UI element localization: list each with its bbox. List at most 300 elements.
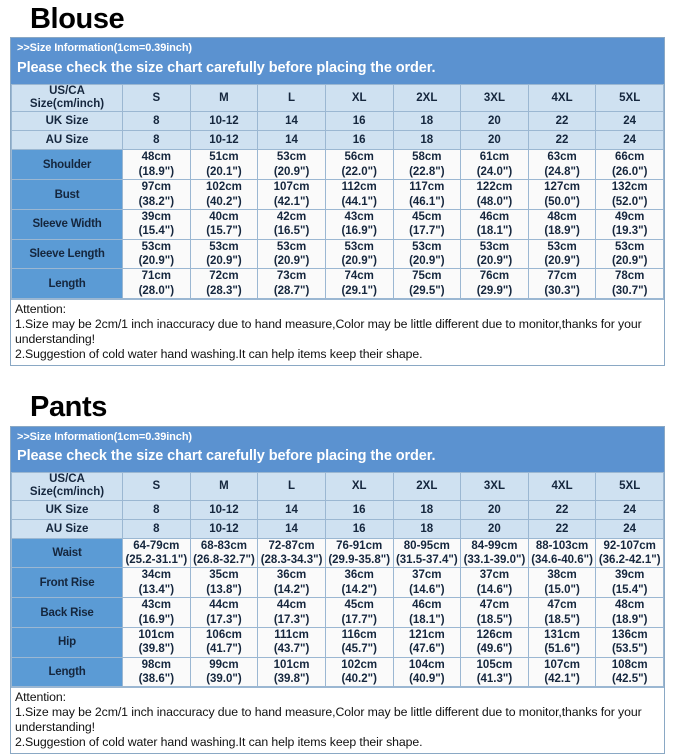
value-cm: 75cm [412,270,442,283]
cell-uk-xl: 16 [325,500,393,519]
value-cm: 68-83cm [200,539,247,552]
row-label-sleeve-length: Sleeve Length [12,239,123,269]
value-inch: (14.6") [476,583,513,596]
cell-waist-m [190,538,258,568]
value-cm: 126cm [476,628,513,641]
value-cm: 42cm [276,210,307,223]
cell-length-s [123,269,191,299]
value-cm: 34cm [141,569,172,582]
cell-sleeve-width-m [190,209,258,239]
value-inch: (16.9") [341,225,377,238]
cell-length-3xl [461,269,529,299]
value-cm: 112cm [341,181,377,194]
cell-length-xl [325,657,393,687]
cell-au-2xl: 18 [393,519,461,538]
row-label-length: Length [12,269,123,299]
cell-uk-s: 8 [123,500,191,519]
attention-note-2: 2.Suggestion of cold water hand washing.It can help items keep their shape. [15,735,423,750]
value-inch: (42.1") [273,195,310,208]
cell-length-xl [325,269,393,299]
table-row [12,657,664,687]
value-cm: 64-79cm [133,539,180,552]
cell-length-m [190,269,258,299]
value-cm: 39cm [141,210,172,223]
cell-sleeve-width-l [258,209,326,239]
section-pants [0,388,675,754]
value-inch: (44.1") [341,195,377,208]
value-inch: (48.0") [476,195,513,208]
header-corner-line1: US/CA [49,473,85,486]
value-inch: (45.7") [341,643,377,656]
value-inch: (20.9") [341,255,377,268]
cell-sleeve-length-xl [325,239,393,269]
value-cm: 51cm [209,151,239,164]
banner-size-information: >>Size Information(1cm=0.39inch) [17,430,192,443]
cell-waist-l [258,538,326,568]
value-cm: 44cm [209,599,239,612]
cell-uk-3xl: 20 [461,500,529,519]
cell-hip-s [123,627,191,657]
attention-block-blouse [11,299,664,365]
cell-uk-l: 14 [258,112,326,131]
value-cm: 105cm [476,658,513,671]
table-row [12,598,664,628]
cell-au-4xl: 22 [528,131,596,150]
header-corner-cell [12,85,123,112]
cell-waist-5xl [596,538,664,568]
value-inch: (14.2") [341,583,377,596]
cell-back-rise-2xl [393,598,461,628]
value-inch: (26.8-32.7") [193,554,255,567]
value-cm: 39cm [614,569,645,582]
value-inch: (41.3") [476,673,513,686]
value-inch: (15.4") [611,583,648,596]
cell-sleeve-width-s [123,209,191,239]
value-cm: 136cm [611,628,648,641]
value-cm: 99cm [209,658,239,671]
cell-au-5xl: 24 [596,519,664,538]
cell-uk-s: 8 [123,112,191,131]
cell-front-rise-3xl [461,568,529,598]
value-inch: (19.3") [611,225,648,238]
table-row-uk-size [12,500,664,519]
row-label-uk-size: UK Size [12,500,123,519]
value-cm: 47cm [479,599,510,612]
value-cm: 101cm [138,628,175,641]
header-size-l: L [258,85,326,112]
cell-shoulder-l [258,150,326,180]
row-label-length: Length [12,657,123,687]
value-cm: 92-107cm [603,539,656,552]
table-row-uk-size [12,112,664,131]
value-cm: 84-99cm [471,539,518,552]
value-inch: (24.8") [544,165,580,178]
cell-bust-m [190,180,258,210]
value-inch: (20.1") [206,165,242,178]
table-row [12,239,664,269]
value-cm: 43cm [141,599,172,612]
table-row [12,568,664,598]
cell-front-rise-2xl [393,568,461,598]
cell-uk-m: 10-12 [190,500,258,519]
cell-au-m: 10-12 [190,519,258,538]
banner-check-chart-notice: Please check the size chart carefully before placing the order. [17,60,436,77]
banner-pants [11,427,664,473]
cell-waist-4xl [528,538,596,568]
value-cm: 48cm [614,599,645,612]
value-inch: (50.0") [544,195,580,208]
cell-front-rise-4xl [528,568,596,598]
header-size-4xl: 4XL [528,85,596,112]
value-cm: 72cm [209,270,239,283]
value-cm: 53cm [412,240,442,253]
value-cm: 131cm [544,628,580,641]
cell-shoulder-s [123,150,191,180]
value-inch: (36.2-42.1") [598,554,661,567]
cell-front-rise-m [190,568,258,598]
value-cm: 53cm [614,240,645,253]
attention-note-1: 1.Size may be 2cm/1 inch inaccuracy due to hand measure,Color may be little different due to monitor,thanks for your understanding! [15,705,642,735]
cell-length-4xl [528,269,596,299]
value-cm: 53cm [547,240,577,253]
cell-sleeve-length-3xl [461,239,529,269]
cell-length-m [190,657,258,687]
value-cm: 107cm [273,181,310,194]
row-label-au-size: AU Size [12,519,123,538]
cell-hip-5xl [596,627,664,657]
cell-back-rise-l [258,598,326,628]
cell-sleeve-length-s [123,239,191,269]
value-inch: (29.9-35.8") [328,554,391,567]
table-row [12,150,664,180]
header-corner-line2: Size(cm/inch) [29,98,105,111]
blouse-size-table [11,84,664,299]
value-inch: (15.7") [206,225,242,238]
value-inch: (20.9") [273,255,310,268]
attention-heading: Attention: [15,302,66,317]
value-cm: 117cm [409,181,445,194]
cell-waist-xl [325,538,393,568]
value-inch: (20.9") [611,255,648,268]
cell-au-xl: 16 [325,519,393,538]
value-cm: 98cm [141,658,172,671]
value-cm: 56cm [344,151,374,164]
cell-au-4xl: 22 [528,519,596,538]
value-cm: 37cm [479,569,510,582]
attention-note-1: 1.Size may be 2cm/1 inch inaccuracy due to hand measure,Color may be little different due to monitor,thanks for your understanding! [15,317,642,347]
value-inch: (28.7") [273,284,310,297]
value-cm: 66cm [614,151,645,164]
cell-uk-xl: 16 [325,112,393,131]
value-inch: (47.6") [409,643,445,656]
value-inch: (15.4") [138,225,175,238]
value-cm: 116cm [341,628,377,641]
value-inch: (15.0") [544,583,580,596]
value-inch: (18.5") [476,613,513,626]
row-label-bust: Bust [12,180,123,210]
header-size-5xl: 5XL [596,85,664,112]
cell-sleeve-length-m [190,239,258,269]
value-inch: (13.8") [206,583,242,596]
header-size-2xl: 2XL [393,85,461,112]
attention-heading: Attention: [15,690,66,705]
value-cm: 40cm [209,210,239,223]
value-cm: 80-95cm [403,539,450,552]
cell-back-rise-4xl [528,598,596,628]
cell-bust-5xl [596,180,664,210]
value-inch: (13.4") [138,583,175,596]
row-label-au-size: AU Size [12,131,123,150]
cell-length-s [123,657,191,687]
cell-front-rise-s [123,568,191,598]
value-inch: (18.9") [611,613,648,626]
cell-au-s: 8 [123,131,191,150]
cell-sleeve-width-4xl [528,209,596,239]
row-label-back-rise: Back Rise [12,598,123,628]
cell-length-5xl [596,269,664,299]
value-cm: 53cm [141,240,172,253]
table-row [12,269,664,299]
value-inch: (46.1") [409,195,445,208]
value-cm: 121cm [408,628,445,641]
value-inch: (20.9") [476,255,513,268]
cell-au-l: 14 [258,131,326,150]
cell-uk-5xl: 24 [596,500,664,519]
value-inch: (18.1") [476,225,513,238]
cell-length-4xl [528,657,596,687]
value-inch: (20.9") [273,165,310,178]
value-inch: (17.7") [341,613,377,626]
value-cm: 37cm [412,569,442,582]
value-inch: (43.7") [273,643,310,656]
header-size-m: M [190,473,258,500]
value-inch: (14.2") [273,583,310,596]
value-inch: (29.5") [409,284,445,297]
cell-sleeve-width-3xl [461,209,529,239]
value-cm: 53cm [209,240,239,253]
cell-back-rise-m [190,598,258,628]
table-row [12,180,664,210]
value-cm: 53cm [344,240,374,253]
cell-bust-xl [325,180,393,210]
banner-check-chart-notice: Please check the size chart carefully before placing the order. [17,448,436,465]
section-title-blouse: Blouse [30,3,125,35]
value-inch: (42.1") [544,673,580,686]
header-size-s: S [123,85,191,112]
header-corner-cell [12,473,123,500]
cell-shoulder-3xl [461,150,529,180]
cell-bust-3xl [461,180,529,210]
cell-hip-m [190,627,258,657]
value-cm: 127cm [544,181,580,194]
value-cm: 97cm [141,181,172,194]
value-cm: 36cm [344,569,374,582]
value-cm: 132cm [611,181,648,194]
value-inch: (40.2") [206,195,242,208]
value-cm: 101cm [273,658,310,671]
cell-uk-5xl: 24 [596,112,664,131]
cell-uk-l: 14 [258,500,326,519]
header-size-4xl: 4XL [528,473,596,500]
value-inch: (40.9") [409,673,445,686]
value-cm: 46cm [479,210,510,223]
section-spacer [0,366,675,388]
value-inch: (39.0") [206,673,242,686]
value-inch: (26.0") [611,165,648,178]
value-inch: (20.9") [138,255,175,268]
value-inch: (38.2") [138,195,175,208]
cell-waist-3xl [461,538,529,568]
value-inch: (51.6") [544,643,580,656]
value-cm: 44cm [276,599,307,612]
value-cm: 74cm [344,270,374,283]
cell-au-3xl: 20 [461,519,529,538]
cell-sleeve-length-l [258,239,326,269]
cell-sleeve-width-2xl [393,209,461,239]
value-inch: (31.5-37.4") [395,554,458,567]
value-inch: (16.9") [138,613,175,626]
cell-length-l [258,269,326,299]
value-inch: (28.3-34.3") [260,554,323,567]
value-cm: 111cm [274,628,309,641]
value-cm: 38cm [547,569,577,582]
cell-back-rise-5xl [596,598,664,628]
value-inch: (34.6-40.6") [531,554,593,567]
header-size-3xl: 3XL [461,473,529,500]
value-inch: (14.6") [409,583,445,596]
cell-sleeve-length-2xl [393,239,461,269]
value-cm: 72-87cm [268,539,315,552]
cell-uk-2xl: 18 [393,112,461,131]
table-row-au-size [12,519,664,538]
cell-uk-4xl: 22 [528,500,596,519]
header-size-xl: XL [325,473,393,500]
cell-front-rise-5xl [596,568,664,598]
value-cm: 71cm [141,270,172,283]
cell-back-rise-3xl [461,598,529,628]
cell-shoulder-5xl [596,150,664,180]
cell-uk-2xl: 18 [393,500,461,519]
row-label-shoulder: Shoulder [12,150,123,180]
value-cm: 73cm [276,270,307,283]
value-cm: 49cm [614,210,645,223]
value-cm: 76cm [479,270,510,283]
value-inch: (18.1") [409,613,445,626]
cell-hip-3xl [461,627,529,657]
table-row [12,209,664,239]
value-inch: (39.8") [138,643,175,656]
banner-size-information: >>Size Information(1cm=0.39inch) [17,42,192,55]
table-row [12,627,664,657]
attention-block-pants [11,687,664,753]
value-inch: (17.7") [409,225,445,238]
header-size-5xl: 5XL [596,473,664,500]
cell-sleeve-length-4xl [528,239,596,269]
attention-note-2: 2.Suggestion of cold water hand washing.It can help items keep their shape. [15,347,423,362]
cell-waist-s [123,538,191,568]
value-cm: 46cm [412,599,442,612]
cell-hip-2xl [393,627,461,657]
value-cm: 76-91cm [336,539,383,552]
cell-length-3xl [461,657,529,687]
value-cm: 63cm [547,151,577,164]
value-cm: 48cm [141,151,172,164]
table-row-au-size [12,131,664,150]
header-size-s: S [123,473,191,500]
section-blouse [0,0,675,366]
value-inch: (17.3") [206,613,242,626]
value-inch: (53.5") [611,643,648,656]
value-cm: 108cm [611,658,648,671]
value-cm: 45cm [344,599,374,612]
cell-sleeve-length-5xl [596,239,664,269]
cell-hip-4xl [528,627,596,657]
cell-au-5xl: 24 [596,131,664,150]
cell-length-5xl [596,657,664,687]
value-cm: 35cm [209,569,239,582]
size-chart-blouse [10,37,665,366]
value-inch: (39.8") [273,673,310,686]
value-inch: (30.7") [611,284,648,297]
cell-sleeve-width-5xl [596,209,664,239]
pants-size-table [11,472,664,687]
cell-back-rise-xl [325,598,393,628]
cell-bust-l [258,180,326,210]
cell-uk-3xl: 20 [461,112,529,131]
value-cm: 36cm [276,569,307,582]
table-header-row [12,85,664,112]
section-title-pants: Pants [30,391,107,424]
banner-blouse [11,38,664,84]
value-inch: (20.9") [206,255,242,268]
cell-au-m: 10-12 [190,131,258,150]
cell-au-3xl: 20 [461,131,529,150]
row-label-sleeve-width: Sleeve Width [12,209,123,239]
cell-waist-2xl [393,538,461,568]
row-label-uk-size: UK Size [12,112,123,131]
value-inch: (49.6") [476,643,513,656]
cell-shoulder-m [190,150,258,180]
value-cm: 53cm [479,240,510,253]
cell-front-rise-l [258,568,326,598]
cell-length-2xl [393,269,461,299]
value-inch: (22.8") [409,165,445,178]
value-cm: 48cm [547,210,577,223]
cell-front-rise-xl [325,568,393,598]
table-row [12,538,664,568]
value-cm: 78cm [614,270,645,283]
table-header-row [12,473,664,500]
value-cm: 53cm [276,240,307,253]
value-inch: (29.9") [476,284,513,297]
cell-shoulder-4xl [528,150,596,180]
header-size-m: M [190,85,258,112]
value-inch: (42.5") [611,673,648,686]
value-cm: 106cm [206,628,242,641]
value-cm: 53cm [276,151,307,164]
value-inch: (28.0") [138,284,175,297]
value-cm: 102cm [206,181,242,194]
value-inch: (18.9") [544,225,580,238]
cell-bust-4xl [528,180,596,210]
value-cm: 107cm [544,658,580,671]
value-inch: (28.3") [206,284,242,297]
cell-bust-2xl [393,180,461,210]
value-cm: 102cm [341,658,378,671]
value-inch: (29.1") [341,284,377,297]
header-size-xl: XL [325,85,393,112]
value-inch: (17.3") [273,613,310,626]
